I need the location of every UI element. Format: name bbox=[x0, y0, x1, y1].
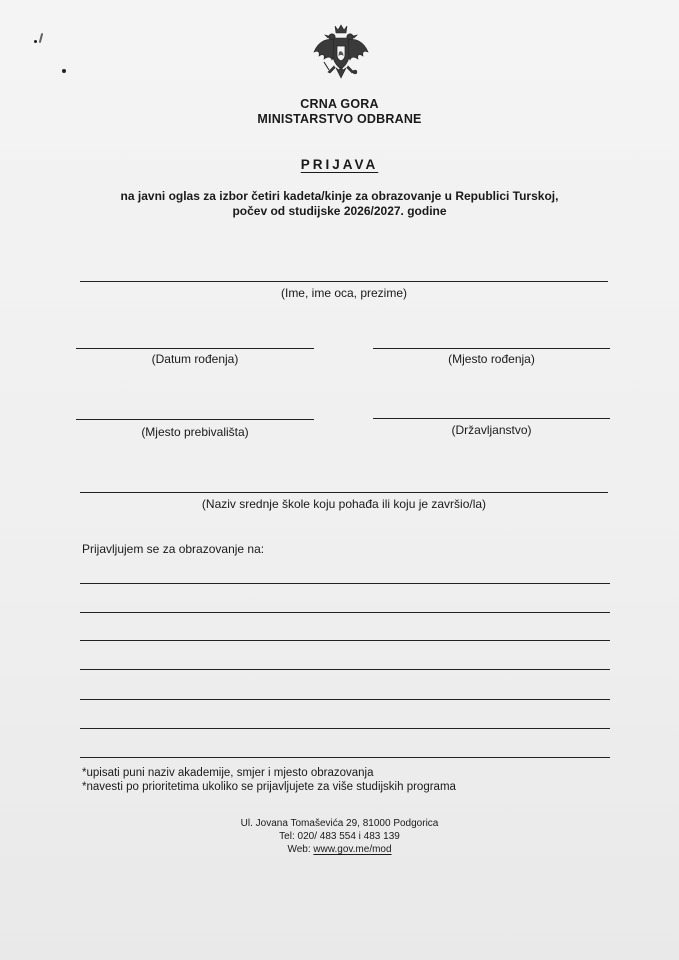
full-name-field[interactable] bbox=[80, 281, 608, 282]
citizenship-label: (Državljanstvo) bbox=[451, 423, 532, 437]
website-link[interactable]: www.gov.me/mod bbox=[313, 844, 392, 855]
birth-place-field[interactable] bbox=[373, 348, 610, 349]
document-title bbox=[0, 157, 679, 172]
birth-place-label: (Mjesto rođenja) bbox=[448, 352, 535, 366]
full-name-label: (Ime, ime oca, prezime) bbox=[280, 286, 408, 300]
residence-field[interactable] bbox=[76, 419, 314, 420]
scan-speck bbox=[62, 69, 66, 73]
footer-web-label: Web: bbox=[287, 844, 314, 855]
ministry-name: MINISTARSTVO ODBRANE bbox=[257, 112, 422, 126]
footer-phone: Tel: 020/ 483 554 i 483 139 bbox=[279, 831, 400, 842]
school-field[interactable] bbox=[80, 492, 608, 493]
application-line[interactable] bbox=[80, 757, 610, 758]
coat-of-arms-icon bbox=[310, 22, 372, 84]
document-subtitle-line2: počev od studijske 2026/2027. godine bbox=[232, 204, 447, 218]
application-intro: Prijavljujem se za obrazovanje na: bbox=[82, 542, 265, 556]
footer-address: Ul. Jovana Tomaševića 29, 81000 Podgorica bbox=[240, 818, 439, 829]
scan-speck bbox=[34, 40, 37, 43]
country-name: CRNA GORA bbox=[300, 97, 379, 111]
application-line[interactable] bbox=[80, 728, 610, 729]
scan-speck bbox=[39, 33, 44, 43]
footer-web bbox=[0, 843, 679, 856]
birth-date-label: (Datum rođenja) bbox=[151, 352, 239, 366]
footnote-priorities: *navesti po prioritetima ukoliko se prijavljujete za više studijskih programa bbox=[82, 781, 456, 793]
document-title-text: PRIJAVA bbox=[300, 157, 379, 172]
document-subtitle-line1: na javni oglas za izbor četiri kadeta/kinje za obrazovanje u Republici Turskoj, bbox=[120, 189, 559, 203]
school-label: (Naziv srednje škole koju pohađa ili koju je završio/la) bbox=[201, 497, 487, 511]
application-line[interactable] bbox=[80, 699, 610, 700]
application-line[interactable] bbox=[80, 612, 610, 613]
application-line[interactable] bbox=[80, 669, 610, 670]
application-line[interactable] bbox=[80, 640, 610, 641]
application-line[interactable] bbox=[80, 583, 610, 584]
footnote-full-name: *upisati puni naziv akademije, smjer i mjesto obrazovanja bbox=[82, 767, 374, 779]
citizenship-field[interactable] bbox=[373, 418, 610, 419]
birth-date-field[interactable] bbox=[76, 348, 314, 349]
residence-label: (Mjesto prebivališta) bbox=[141, 425, 249, 439]
